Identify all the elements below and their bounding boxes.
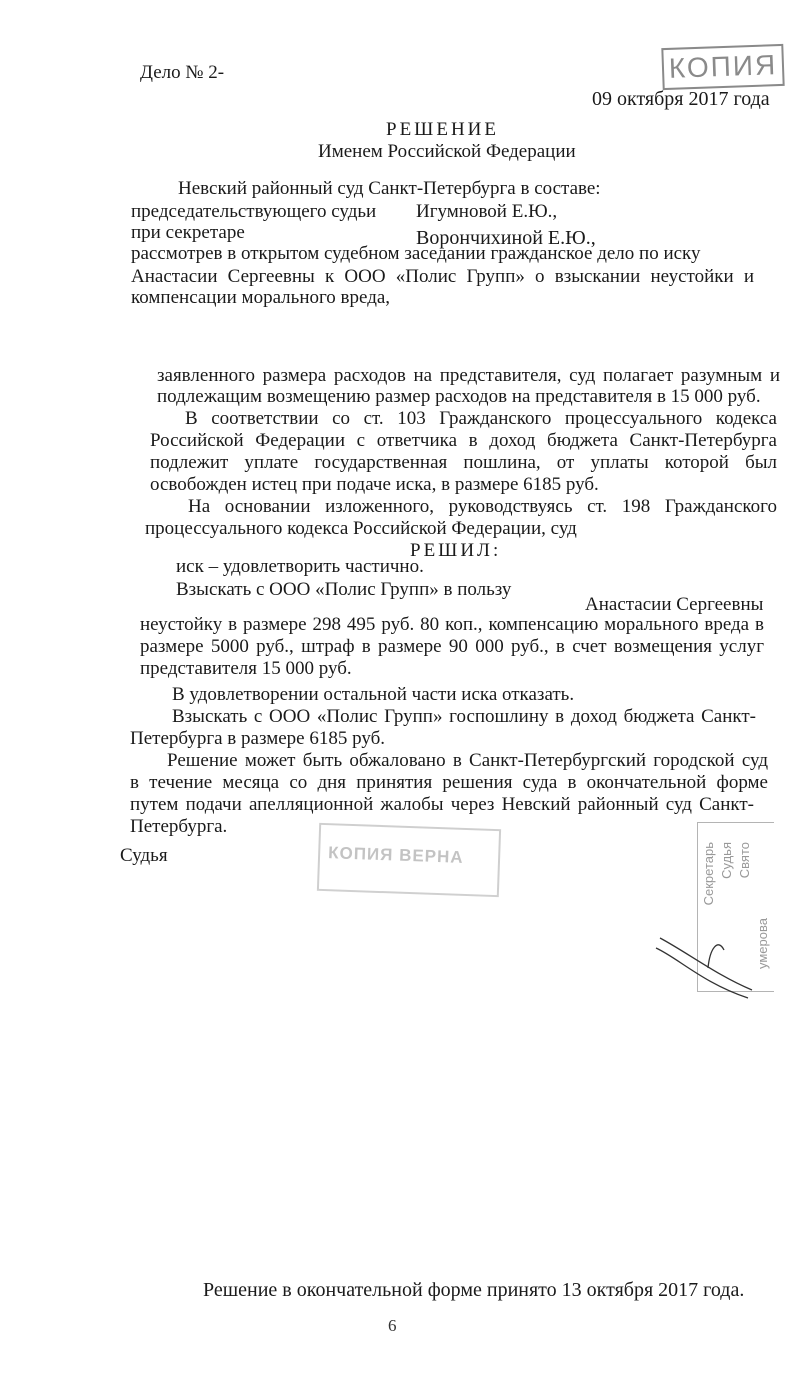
- court-stamp-text-4: умерова: [755, 918, 770, 969]
- resolution-recover-line-3: размере 5000 руб., штраф в размере 90 000 руб., в счет возмещения услуг: [140, 636, 764, 657]
- intro-line-2: Анастасии Сергеевны к ООО «Полис Групп» о взыскании неустойки и: [131, 266, 754, 287]
- copy-stamp: [661, 44, 784, 90]
- resolution-fee-line-1: Взыскать с ООО «Полис Групп» госпошлину в доход бюджета Санкт-: [172, 706, 756, 727]
- court-stamp-text-1: Секретарь: [701, 842, 716, 906]
- decision-date: 09 октября 2017 года: [592, 88, 770, 110]
- judge-name: Игумновой Е.Ю.,: [416, 201, 558, 222]
- judge-signature-label: Судья: [120, 845, 168, 866]
- resolution-fee-line-2: Петербурга в размере 6185 руб.: [130, 728, 386, 749]
- resolution-recover-line-2: неустойку в размере 298 495 руб. 80 коп., компенсацию морального вреда в: [140, 614, 764, 635]
- case-number: Дело № 2-: [140, 62, 225, 83]
- body-p1-line-2: подлежащим возмещению размер расходов на представителя в 15 000 руб.: [157, 386, 761, 407]
- resolution-appeal-line-4: Петербурга.: [130, 816, 228, 837]
- resolution-appeal-line-2: в течение месяца со дня принятия решения суда в окончательной форме: [130, 772, 768, 793]
- resolution-recover-b: Анастасии Сергеевны: [585, 594, 764, 615]
- copy-certified-stamp: [317, 823, 501, 897]
- resolution-heading: РЕШИЛ:: [410, 540, 502, 561]
- copy-stamp-label: КОПИЯ: [668, 49, 778, 84]
- page-number: 6: [388, 1316, 397, 1335]
- resolution-claim: иск – удовлетворить частично.: [176, 556, 424, 577]
- court-composition: Невский районный суд Санкт-Петербурга в составе:: [178, 178, 601, 199]
- document-subheading: Именем Российской Федерации: [318, 141, 576, 162]
- body-p2-line-1: В соответствии со ст. 103 Гражданского процессуального кодекса: [185, 408, 777, 429]
- copy-certified-stamp-label: КОПИЯ ВЕРНА: [327, 843, 464, 867]
- body-p2-line-4: освобожден истец при подаче иска, в размере 6185 руб.: [150, 474, 599, 495]
- final-form-note: Решение в окончательной форме принято 13 октября 2017 года.: [203, 1279, 745, 1301]
- judge-label: председательствующего судьи: [131, 201, 377, 222]
- resolution-appeal-line-3: путем подачи апелляционной жалобы через Невский районный суд Санкт-: [130, 794, 754, 815]
- resolution-recover-a: Взыскать с ООО «Полис Групп» в пользу: [176, 579, 512, 600]
- body-p3-line-1: На основании изложенного, руководствуясь ст. 198 Гражданского: [188, 496, 777, 517]
- resolution-recover-line-4: представителя 15 000 руб.: [140, 658, 352, 679]
- document-heading: РЕШЕНИЕ: [386, 119, 499, 140]
- intro-line-3: компенсации морального вреда,: [131, 287, 391, 308]
- intro-line-1: рассмотрев в открытом судебном заседании гражданское дело по иску: [131, 243, 701, 264]
- secretary-name: Ворончихиной Е.Ю.,: [416, 227, 596, 249]
- body-p2-line-3: подлежит уплате государственная пошлина, от уплаты которой был: [150, 452, 777, 473]
- judge-signature: [648, 928, 758, 1002]
- secretary-label: при секретаре: [131, 222, 245, 243]
- court-stamp-text-3: Свято: [737, 842, 752, 879]
- resolution-appeal-line-1: Решение может быть обжаловано в Санкт-Петербургский городской суд: [167, 750, 768, 771]
- body-p3-line-2: процессуального кодекса Российской Федерации, суд: [145, 518, 577, 539]
- body-p2-line-2: Российской Федерации с ответчика в доход бюджета Санкт-Петербурга: [150, 430, 777, 451]
- court-stamp-text-2: Судья: [719, 842, 734, 879]
- body-p1-line-1: заявленного размера расходов на представителя, суд полагает разумным и: [157, 365, 780, 386]
- resolution-reject: В удовлетворении остальной части иска отказать.: [172, 684, 575, 705]
